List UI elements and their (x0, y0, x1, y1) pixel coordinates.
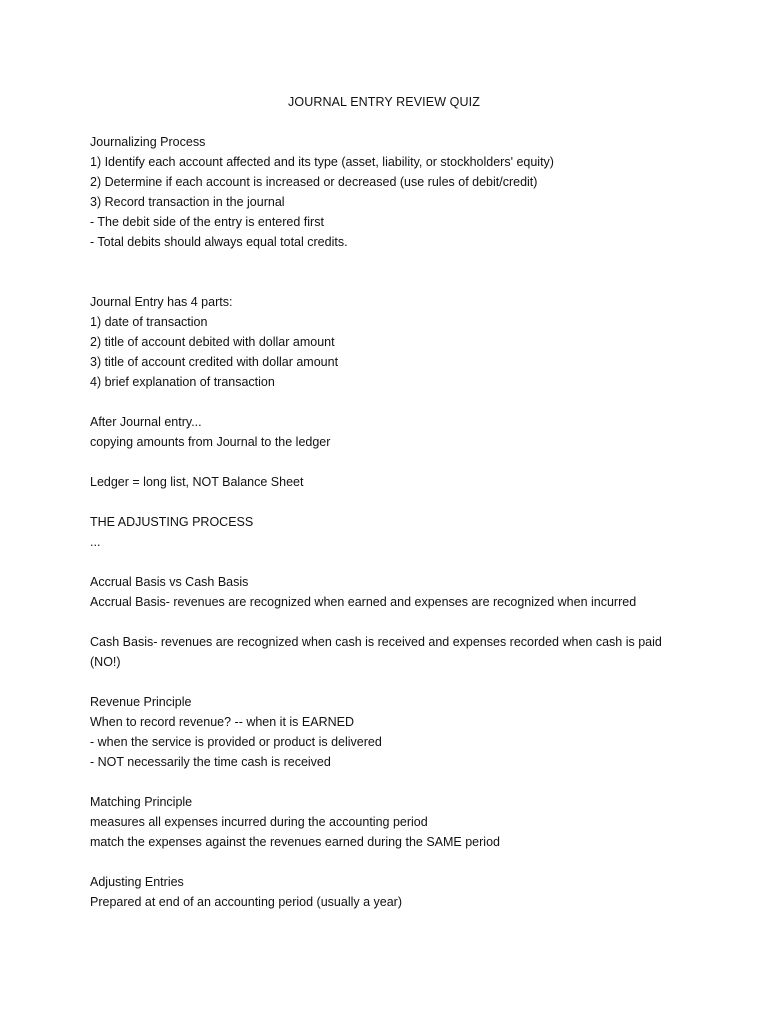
list-item: 1) Identify each account affected and its type (asset, liability, or stockholders' equity) (90, 155, 554, 169)
paragraph-line: Cash Basis- revenues are recognized when cash is received and expenses recorded when cash is paid (NO!) (90, 635, 662, 669)
list-item: When to record revenue? -- when it is EARNED (90, 715, 354, 729)
paragraph-line: Ledger = long list, NOT Balance Sheet (90, 475, 304, 489)
list-item: measures all expenses incurred during the accounting period (90, 815, 428, 829)
section-accrual-vs-cash (90, 572, 690, 612)
list-item: 1) date of transaction (90, 315, 208, 329)
list-item: 3) Record transaction in the journal (90, 195, 285, 209)
section-after-journal-entry (90, 412, 690, 452)
section-heading: Adjusting Entries (90, 875, 184, 889)
section-journal-entry-parts (90, 292, 690, 392)
list-item: - Total debits should always equal total credits. (90, 235, 348, 249)
section-heading: After Journal entry... (90, 415, 202, 429)
paragraph-line: copying amounts from Journal to the ledger (90, 435, 331, 449)
section-cash-basis (90, 632, 690, 672)
section-heading: Matching Principle (90, 795, 193, 809)
section-adjusting-process (90, 512, 690, 552)
section-revenue-principle (90, 692, 690, 772)
list-item: 3) title of account credited with dollar amount (90, 355, 339, 369)
paragraph-line: Prepared at end of an accounting period (usually a year) (90, 895, 402, 909)
document-body (90, 132, 690, 912)
section-heading: Journalizing Process (90, 135, 206, 149)
list-item: 2) Determine if each account is increased or decreased (use rules of debit/credit) (90, 175, 538, 189)
section-journalizing-process (90, 132, 690, 252)
list-item: 4) brief explanation of transaction (90, 375, 275, 389)
section-matching-principle (90, 792, 690, 852)
paragraph-line: Accrual Basis- revenues are recognized when earned and expenses are recognized when incurred (90, 595, 637, 609)
list-item: - The debit side of the entry is entered first (90, 215, 324, 229)
section-heading: Accrual Basis vs Cash Basis (90, 575, 249, 589)
paragraph-line: ... (90, 535, 101, 549)
list-item: - when the service is provided or product is delivered (90, 735, 382, 749)
list-item: - NOT necessarily the time cash is received (90, 755, 331, 769)
section-ledger (90, 472, 690, 492)
section-heading: THE ADJUSTING PROCESS (90, 515, 254, 529)
section-heading: Revenue Principle (90, 695, 192, 709)
document-title: JOURNAL ENTRY REVIEW QUIZ (288, 95, 480, 109)
list-item: match the expenses against the revenues earned during the SAME period (90, 835, 500, 849)
section-heading: Journal Entry has 4 parts: (90, 295, 233, 309)
section-adjusting-entries (90, 872, 690, 912)
list-item: 2) title of account debited with dollar amount (90, 335, 335, 349)
